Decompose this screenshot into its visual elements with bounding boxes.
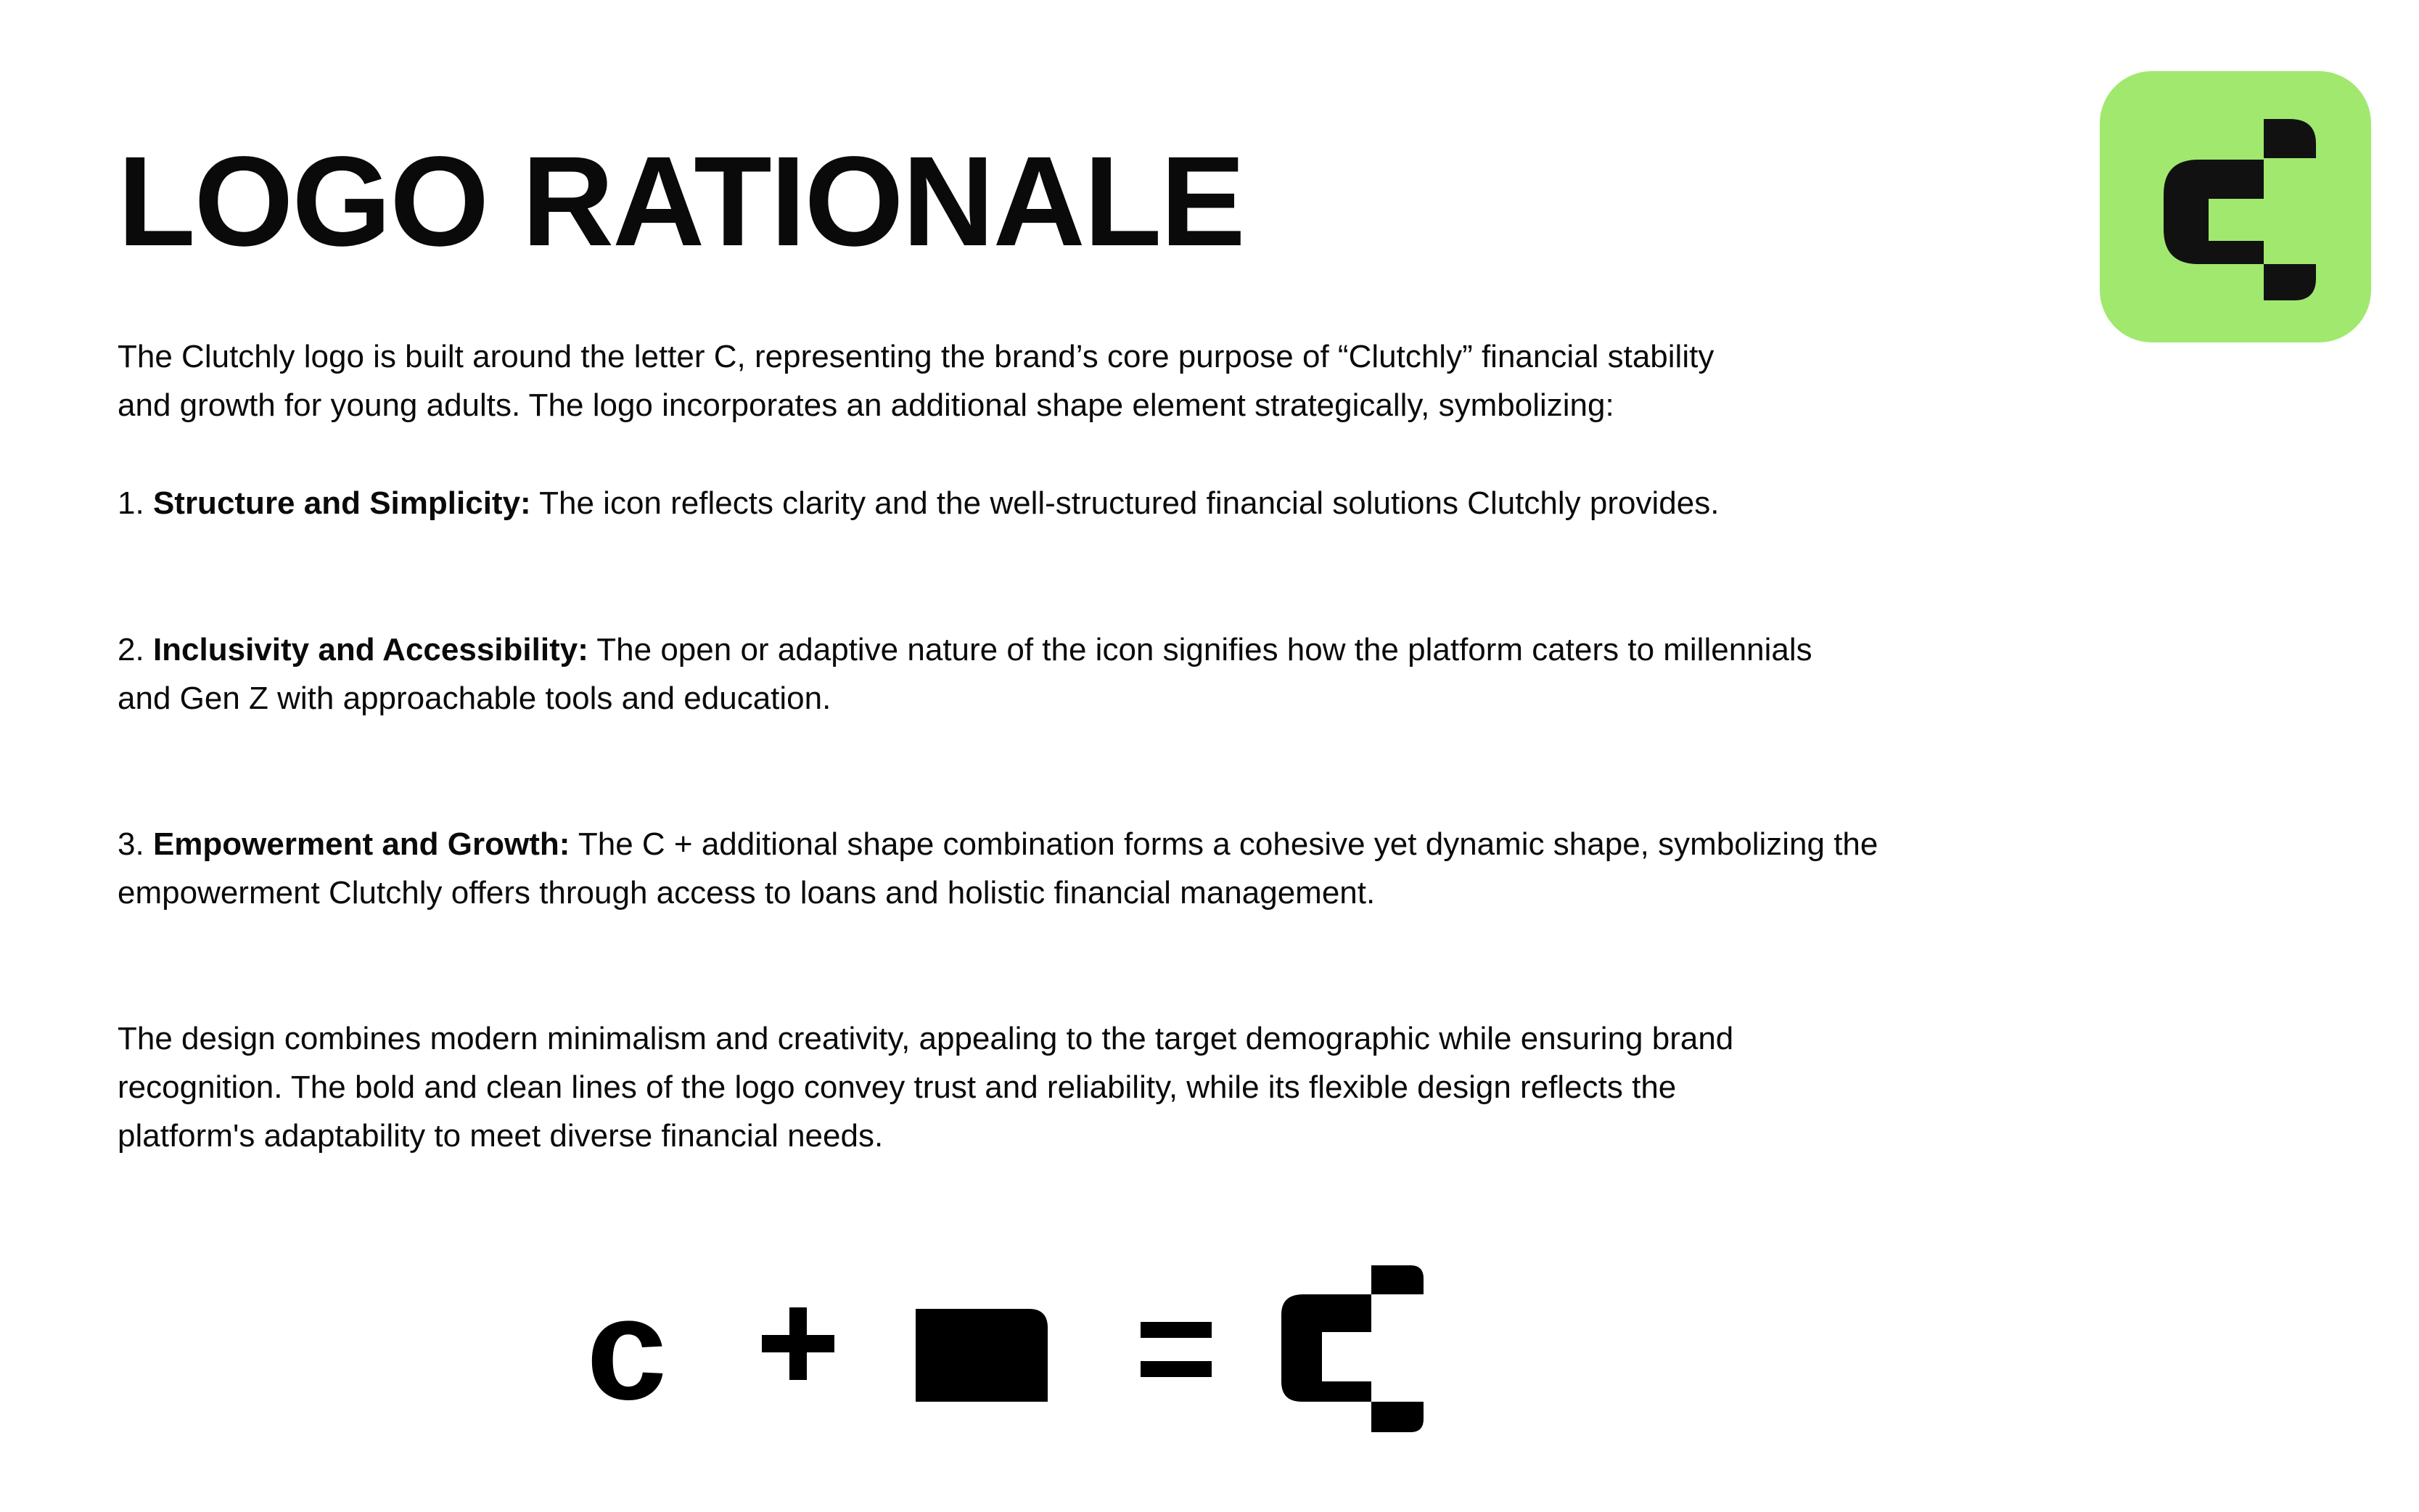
point-text: The C + additional shape combination forms a cohesive yet dynamic shape, symbolizing the	[578, 826, 1878, 862]
clutchly-logo-icon	[2100, 71, 2371, 342]
point-number: 1.	[118, 485, 144, 521]
intro-line-2: and growth for young adults. The logo incorporates an additional shape element strategically, symbolizing:	[118, 387, 1614, 423]
intro-paragraph	[118, 332, 2091, 430]
closing-line-2: recognition. The bold and clean lines of the logo convey trust and reliability, while its flexible design reflects the	[118, 1069, 1677, 1105]
letter-c-glyph: c	[586, 1268, 668, 1430]
point-heading: Inclusivity and Accessibility:	[152, 632, 588, 667]
plus-icon	[762, 1307, 834, 1380]
point-item-structure	[118, 479, 2091, 527]
point-text-line-2: empowerment Clutchly offers through access to loans and holistic financial management.	[118, 875, 1376, 911]
equals-icon	[1141, 1322, 1212, 1377]
rectangle-shape-icon	[916, 1309, 1048, 1402]
page-title: LOGO RATIONALE	[118, 131, 1244, 273]
intro-line-1: The Clutchly logo is built around the letter C, representing the brand’s core purpose of “Clutchly” financial stability	[118, 339, 1714, 374]
logo-construction-equation	[0, 1248, 2419, 1437]
point-text: The open or adaptive nature of the icon signifies how the platform caters to millennials	[596, 632, 1812, 667]
closing-paragraph	[118, 1014, 2091, 1160]
clutchly-logo-tile	[2100, 71, 2371, 342]
point-text: The icon reflects clarity and the well-structured financial solutions Clutchly provides.	[539, 485, 1720, 521]
point-number: 2.	[118, 632, 144, 667]
closing-line-1: The design combines modern minimalism and creativity, appealing to the target demographic while ensuring brand	[118, 1021, 1734, 1056]
clutchly-logo-mark-icon	[1281, 1265, 1424, 1432]
point-heading: Structure and Simplicity:	[152, 485, 531, 521]
point-item-empowerment	[118, 820, 2091, 917]
point-heading: Empowerment and Growth:	[152, 826, 570, 862]
point-item-inclusivity	[118, 625, 2091, 723]
closing-line-3: platform's adaptability to meet diverse financial needs.	[118, 1118, 884, 1154]
point-text-line-2: and Gen Z with approachable tools and education.	[118, 681, 831, 716]
point-number: 3.	[118, 826, 144, 862]
